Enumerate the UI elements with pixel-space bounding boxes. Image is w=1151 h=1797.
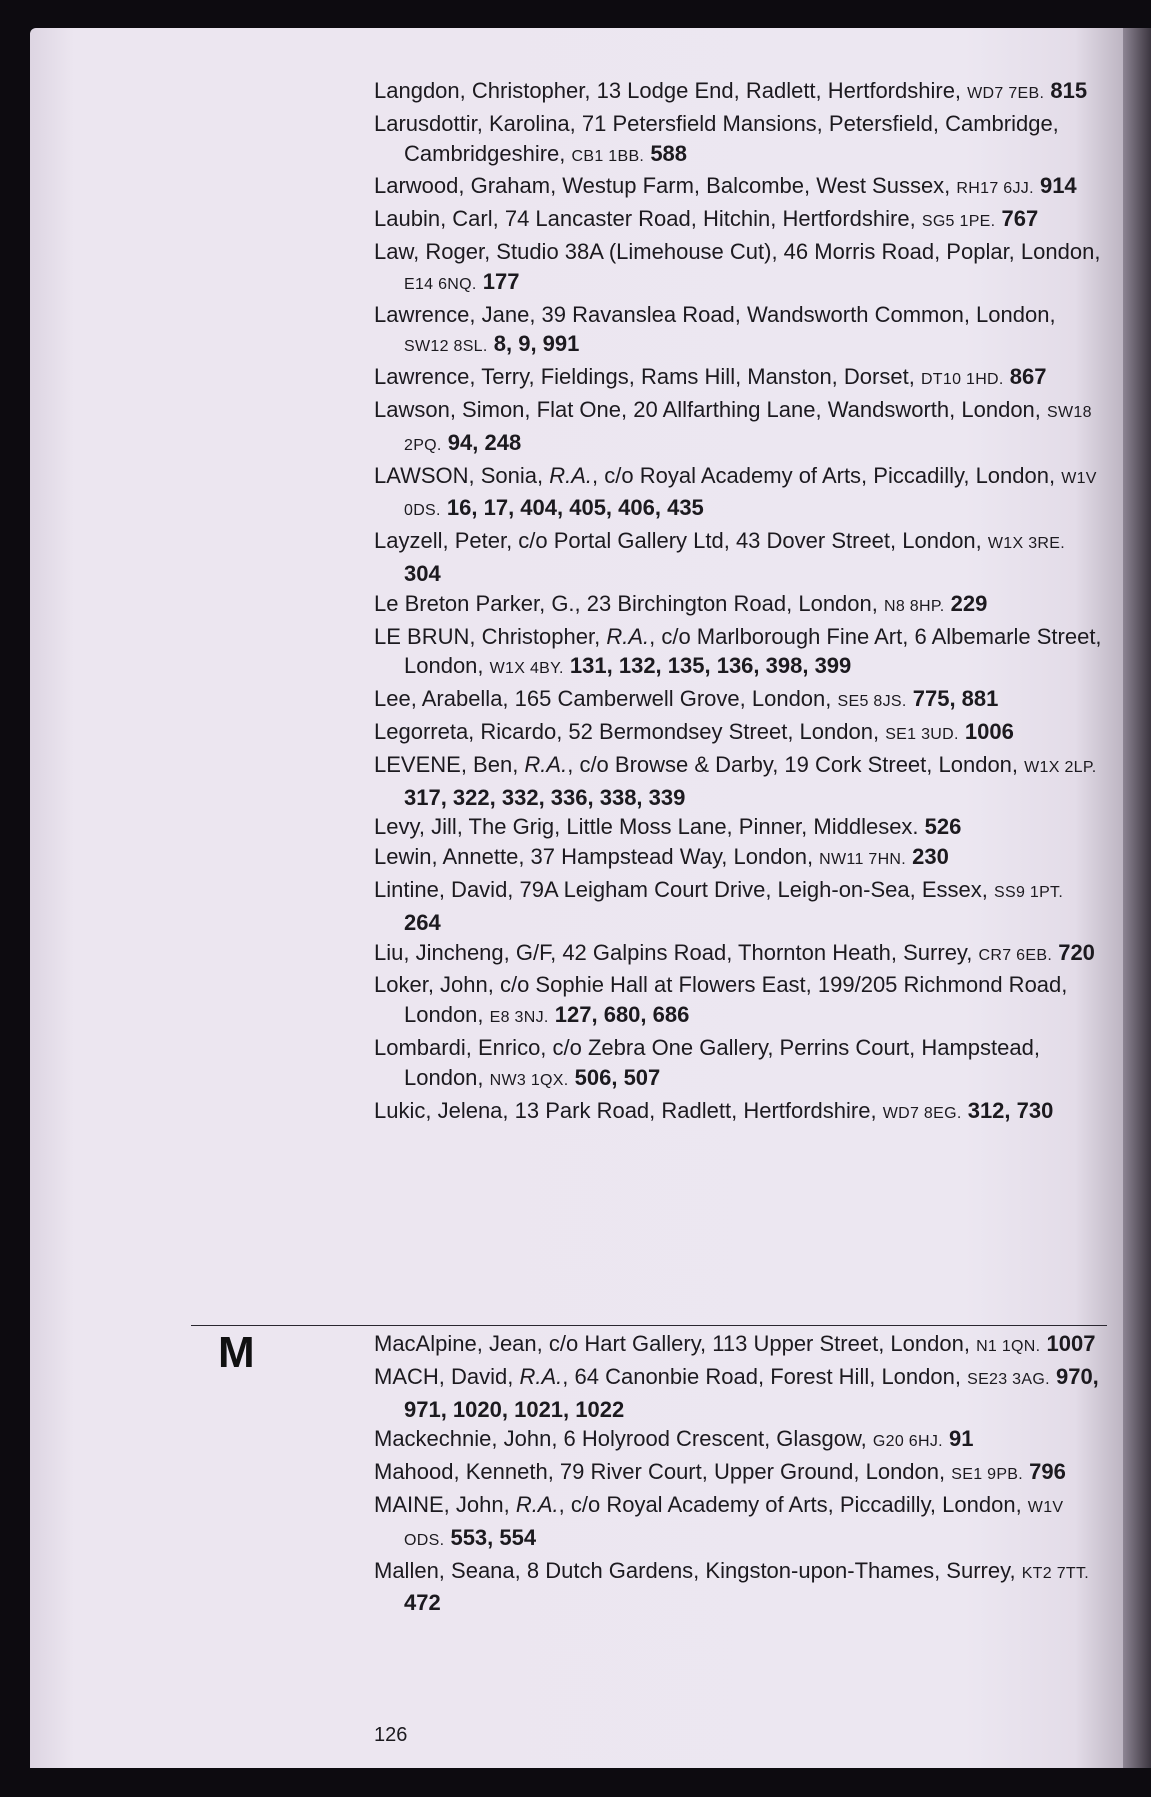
entry-numbers: 317, 322, 332, 336, 338, 339: [404, 784, 686, 810]
entry-numbers: 1006: [964, 718, 1014, 744]
entry-ra: R.A.: [549, 462, 593, 488]
entry-postcode: W1V 0DS.: [404, 469, 1097, 520]
entry-text-rest: , c/o Marlborough Fine Art, 6 Albemarle Street, London,: [404, 623, 1102, 679]
entry-postcode: NW11 7HN.: [819, 851, 907, 869]
entry-postcode: W1V ODS.: [404, 1498, 1064, 1549]
entry-numbers: 720: [1058, 939, 1095, 965]
index-entry: [374, 109, 1104, 172]
entry-text-rest: , 64 Canonbie Road, Forest Hill, London,: [562, 1363, 968, 1389]
entry-numbers: 472: [404, 1590, 441, 1616]
page-number: 126: [374, 1724, 408, 1746]
entry-postcode: KT2 7TT.: [1021, 1564, 1090, 1582]
entry-postcode: W1X 2LP.: [1024, 758, 1097, 776]
entries-list-m: [374, 1329, 1104, 1618]
entry-postcode: SW18 2PQ.: [404, 403, 1092, 454]
entry-numbers: 506, 507: [574, 1064, 661, 1090]
index-entry: [374, 300, 1104, 363]
index-entry: [374, 461, 1104, 527]
index-entry: [374, 395, 1104, 461]
entry-postcode: CB1 1BB.: [571, 147, 645, 165]
entry-numbers: 8, 9, 991: [493, 331, 580, 357]
entry-numbers: 588: [650, 140, 688, 166]
entry-postcode: N1 1QN.: [976, 1338, 1041, 1355]
entry-text: Lukic, Jelena, 13 Park Road, Radlett, Hertfordshire,: [374, 1097, 883, 1123]
entry-numbers: 867: [1009, 364, 1047, 390]
entry-numbers: 796: [1029, 1459, 1066, 1485]
index-entry: [374, 1329, 1104, 1362]
entry-text: Lewin, Annette, 37 Hampstead Way, London,: [374, 844, 820, 870]
index-entry: [374, 362, 1104, 395]
entry-text: Layzell, Peter, c/o Portal Gallery Ltd, 43 Dover Street, London,: [374, 528, 988, 554]
entry-numbers: 16, 17, 404, 405, 406, 435: [446, 495, 704, 521]
entry-text: LE BRUN, Christopher,: [374, 623, 607, 649]
entry-numbers: 526: [924, 814, 962, 840]
entry-text: MACH, David,: [374, 1363, 520, 1389]
entry-numbers: 1007: [1046, 1331, 1096, 1356]
entry-numbers: 553, 554: [450, 1524, 537, 1550]
entry-text: Lee, Arabella, 165 Camberwell Grove, London,: [374, 686, 838, 712]
entry-postcode: RH17 6JJ.: [956, 180, 1034, 198]
entry-postcode: SE5 8JS.: [837, 693, 907, 711]
index-entry: [374, 237, 1104, 300]
entry-postcode: G20 6HJ.: [872, 1433, 943, 1451]
entry-text: Loker, John, c/o Sophie Hall at Flowers East, 199/205 Richmond Road, London,: [374, 972, 1068, 1028]
entry-text: MacAlpine, Jean, c/o Hart Gallery, 113 Upper Street, London,: [374, 1331, 977, 1356]
entry-postcode: W1X 3RE.: [987, 535, 1065, 553]
entry-ra: R.A.: [606, 623, 650, 649]
entry-text: Liu, Jincheng, G/F, 42 Galpins Road, Thornton Heath, Surrey,: [374, 939, 979, 965]
index-entry: [374, 204, 1104, 237]
entry-text: Levy, Jill, The Grig, Little Moss Lane, Pinner, Middlesex.: [374, 814, 925, 840]
entry-postcode: DT10 1HD.: [920, 371, 1004, 389]
index-entry: [374, 171, 1104, 204]
index-entry: [374, 684, 1104, 717]
entry-text: Mahood, Kenneth, 79 River Court, Upper Ground, London,: [374, 1459, 952, 1485]
entry-text-rest: , c/o Royal Academy of Arts, Piccadilly, London,: [592, 462, 1062, 488]
index-entry: [374, 622, 1104, 685]
index-entry: [374, 1362, 1104, 1425]
entry-numbers: 94, 248: [447, 429, 522, 455]
entry-numbers: 229: [950, 590, 988, 616]
entry-text: Lombardi, Enrico, c/o Zebra One Gallery, Perrins Court, Hampstead, London,: [374, 1034, 1040, 1090]
entry-postcode: W1X 4BY.: [489, 660, 564, 678]
entry-text: LEVENE, Ben,: [374, 751, 525, 777]
section-divider: [191, 1325, 1107, 1326]
entry-numbers: 914: [1039, 173, 1077, 199]
entry-text: Lawrence, Terry, Fieldings, Rams Hill, Manston, Dorset,: [374, 364, 921, 390]
index-entry: [374, 1556, 1104, 1619]
entry-text: Le Breton Parker, G., 23 Birchington Road, London,: [374, 590, 884, 616]
entry-text: Lintine, David, 79A Leigham Court Drive, Leigh-on-Sea, Essex,: [374, 876, 994, 902]
index-entry: [374, 970, 1104, 1033]
entry-postcode: SG5 1PE.: [921, 213, 996, 231]
index-entry: [374, 1457, 1104, 1490]
entry-numbers: 91: [949, 1426, 974, 1452]
entry-text: Legorreta, Ricardo, 52 Bermondsey Street, London,: [374, 718, 886, 744]
entry-postcode: WD7 7EB.: [967, 85, 1045, 102]
index-entry: [374, 717, 1104, 750]
index-entry: [374, 1096, 1104, 1129]
entry-postcode: SW12 8SL.: [404, 338, 488, 356]
entry-numbers: 304: [404, 560, 441, 586]
section-letter: M: [218, 1328, 255, 1377]
index-entry: [374, 875, 1104, 938]
entry-numbers: 970, 971, 1020, 1021, 1022: [404, 1363, 1099, 1422]
entry-numbers: 815: [1050, 78, 1088, 103]
entry-text: MAINE, John,: [374, 1491, 516, 1517]
index-entry: [374, 589, 1104, 622]
index-entry: [374, 526, 1104, 589]
entry-text: LAWSON, Sonia,: [374, 462, 550, 488]
index-entry: [374, 1424, 1104, 1457]
entry-postcode: CR7 6EB.: [978, 946, 1053, 964]
entry-postcode: SE1 9PB.: [951, 1466, 1024, 1484]
entry-ra: R.A.: [519, 1363, 563, 1389]
entry-text: Mallen, Seana, 8 Dutch Gardens, Kingston-upon-Thames, Surrey,: [374, 1557, 1022, 1583]
index-entry: [374, 76, 1104, 109]
entry-text-rest: , c/o Browse & Darby, 19 Cork Street, London,: [567, 751, 1025, 777]
entry-numbers: 264: [404, 909, 441, 935]
index-entry: [374, 938, 1104, 971]
entry-numbers: 312, 730: [967, 1097, 1054, 1123]
index-entry: [374, 812, 1104, 842]
entry-numbers: 230: [912, 844, 949, 870]
entry-postcode: SE1 3UD.: [885, 725, 959, 743]
entry-numbers: 131, 132, 135, 136, 398, 399: [569, 653, 852, 679]
entry-numbers: 767: [1001, 206, 1039, 232]
entry-postcode: SE23 3AG.: [967, 1370, 1050, 1388]
entry-numbers: 177: [482, 268, 520, 294]
entry-text: Lawson, Simon, Flat One, 20 Allfarthing Lane, Wandsworth, London,: [374, 396, 1048, 422]
entry-text: Law, Roger, Studio 38A (Limehouse Cut), 46 Morris Road, Poplar, London,: [374, 238, 1101, 264]
entry-ra: R.A.: [515, 1491, 559, 1517]
entry-numbers: 127, 680, 686: [554, 1002, 690, 1028]
entry-postcode: E8 3NJ.: [489, 1009, 549, 1027]
entry-text-rest: , c/o Royal Academy of Arts, Piccadilly, London,: [558, 1491, 1028, 1517]
entry-text: Langdon, Christopher, 13 Lodge End, Radlett, Hertfordshire,: [374, 78, 968, 103]
entry-postcode: SS9 1PT.: [994, 883, 1064, 901]
entry-postcode: N8 8HP.: [884, 597, 945, 615]
entry-text: Lawrence, Jane, 39 Ravanslea Road, Wandsworth Common, London,: [374, 301, 1056, 327]
index-entry: [374, 1033, 1104, 1096]
entry-postcode: E14 6NQ.: [404, 275, 477, 293]
index-entry: [374, 1490, 1104, 1556]
entry-numbers: 775, 881: [912, 686, 999, 712]
entry-text: Laubin, Carl, 74 Lancaster Road, Hitchin, Hertfordshire,: [374, 206, 922, 232]
entry-postcode: WD7 8EG.: [882, 1104, 962, 1122]
entry-text: Mackechnie, John, 6 Holyrood Crescent, Glasgow,: [374, 1426, 873, 1452]
index-entry: [374, 750, 1104, 813]
entry-text: Larwood, Graham, Westup Farm, Balcombe, West Sussex,: [374, 173, 957, 199]
entry-ra: R.A.: [524, 751, 568, 777]
entry-postcode: NW3 1QX.: [489, 1071, 569, 1089]
index-entry: [374, 842, 1104, 875]
entries-list-l: [374, 76, 1104, 1128]
entry-text: Larusdottir, Karolina, 71 Petersfield Mansions, Petersfield, Cambridge, Cambridgeshire,: [374, 110, 1059, 166]
book-spine-shadow: [1123, 28, 1151, 1768]
